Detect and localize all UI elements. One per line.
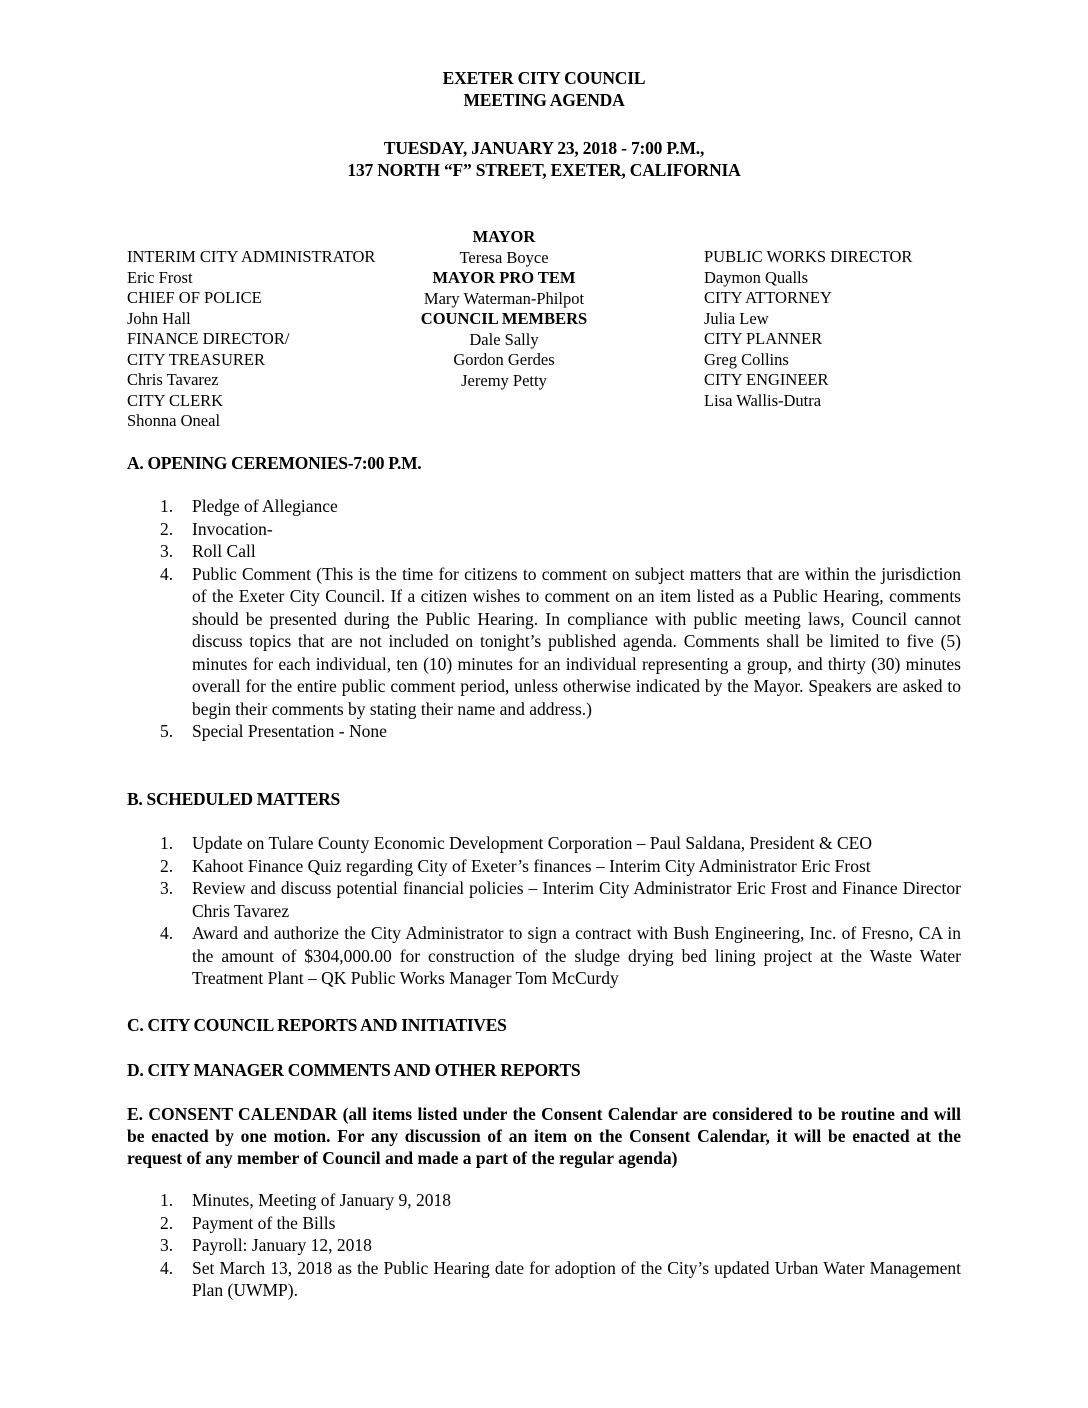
list-item (160, 855, 961, 878)
section-e-list (160, 1189, 961, 1302)
section-b-heading: B. SCHEDULED MATTERS (127, 789, 340, 809)
item-text: Update on Tulare County Economic Development Corporation – Paul Saldana, President & CEO (192, 833, 872, 853)
official-line: Shonna Oneal (127, 411, 221, 430)
official-line: Mary Waterman-Philpot (423, 288, 585, 308)
section-e-heading: E. CONSENT CALENDAR (all items listed under the Consent Calendar are considered to be routine and will be enacted by one motion. For any discussion of an item on the Consent Calendar, it will be enacted at the request of any member of Council and made a part of the regular agenda) (127, 1104, 961, 1168)
list-item (160, 1234, 961, 1257)
item-text: Review and discuss potential financial policies – Interim City Administrator Eric Frost and Finance Director Chris Tavarez (192, 878, 961, 921)
item-number: 3. (160, 878, 174, 898)
official-heading: MAYOR PRO TEM (432, 268, 576, 287)
officials-middle-column (404, 227, 604, 391)
official-line: John Hall (127, 308, 191, 328)
list-item (160, 922, 961, 990)
list-item (160, 495, 961, 518)
official-line: Teresa Boyce (459, 247, 549, 267)
council-title: EXETER CITY COUNCIL (442, 68, 646, 88)
meeting-date: TUESDAY, JANUARY 23, 2018 - 7:00 P.M., (383, 138, 705, 158)
official-line: PUBLIC WORKS DIRECTOR (704, 247, 913, 266)
official-heading: COUNCIL MEMBERS (420, 309, 588, 328)
list-item (160, 832, 961, 855)
list-item (160, 877, 961, 922)
item-number: 3. (160, 1235, 174, 1255)
item-number: 1. (160, 1190, 174, 1210)
item-text: Pledge of Allegiance (192, 496, 338, 516)
item-text: Minutes, Meeting of January 9, 2018 (192, 1190, 452, 1210)
list-item (160, 518, 961, 541)
official-line: Eric Frost (127, 267, 193, 287)
list-item (160, 563, 961, 721)
item-number: 5. (160, 721, 174, 741)
item-number: 1. (160, 496, 174, 516)
item-number: 2. (160, 518, 174, 539)
item-text: Public Comment (This is the time for citizens to comment on subject matters that are within the jurisdiction of the Exeter City Council. If a citizen wishes to comment on an item listed as a Public Hearing, comments should be presented during the Public Hearing. In compliance with public meeting laws, Council cannot discuss topics that are not included on tonight’s published agenda. Comments shall be limited to five (5) minutes for each individual, ten (10) minutes for an individual representing a group, and thirty (30) minutes overall for the entire public comment period, unless otherwise indicated by the Mayor. Speakers are asked to begin their comments by stating their name and address.) (192, 563, 961, 719)
list-item (160, 720, 961, 743)
section-c-heading: C. CITY COUNCIL REPORTS AND INITIATIVES (127, 1015, 507, 1035)
official-line: CITY CLERK (127, 390, 224, 410)
item-number: 4. (160, 923, 174, 943)
officials-right-column (704, 247, 912, 411)
official-line: CITY ENGINEER (704, 370, 829, 389)
section-a-heading: A. OPENING CEREMONIES-7:00 P.M. (127, 453, 422, 473)
item-text: Award and authorize the City Administrator to sign a contract with Bush Engineering, Inc. of Fresno, CA in the amount of $304,000.00 for construction of the sludge drying bed lining project at the Waste Water Treatment Plant – QK Public Works Manager Tom McCurdy (192, 923, 961, 988)
official-line: CITY PLANNER (704, 329, 823, 348)
official-line: CITY ATTORNEY (704, 288, 832, 307)
official-line: CHIEF OF POLICE (127, 288, 262, 307)
item-text: Invocation- (192, 518, 273, 539)
item-number: 4. (160, 563, 174, 584)
item-text: Payroll: January 12, 2018 (192, 1235, 372, 1255)
item-text: Roll Call (192, 541, 256, 561)
official-line: INTERIM CITY ADMINISTRATOR (127, 247, 376, 266)
item-text: Special Presentation - None (192, 721, 387, 741)
official-line: FINANCE DIRECTOR/ (127, 329, 290, 348)
section-a-list (160, 495, 961, 743)
official-line: Chris Tavarez (127, 370, 219, 389)
list-item (160, 1257, 961, 1302)
section-b-list (160, 832, 961, 990)
item-text: Kahoot Finance Quiz regarding City of Exeter’s finances – Interim City Administrator Eric Frost (192, 855, 871, 876)
official-line: Greg Collins (704, 349, 789, 369)
officials-left-column (127, 247, 375, 432)
item-number: 4. (160, 1257, 174, 1278)
official-line: Lisa Wallis-Dutra (704, 390, 822, 410)
agenda-title: MEETING AGENDA (463, 90, 625, 110)
item-number: 2. (160, 855, 174, 876)
item-number: 2. (160, 1212, 174, 1233)
item-text: Payment of the Bills (192, 1212, 336, 1233)
section-d-heading: D. CITY MANAGER COMMENTS AND OTHER REPORTS (127, 1060, 581, 1080)
official-line: Daymon Qualls (704, 267, 809, 287)
official-heading: MAYOR (472, 227, 536, 246)
list-item (160, 1189, 961, 1212)
official-line: Julia Lew (704, 308, 769, 328)
list-item (160, 540, 961, 563)
official-line: Dale Sally (469, 329, 539, 349)
list-item (160, 1212, 961, 1235)
meeting-address: 137 NORTH “F” STREET, EXETER, CALIFORNIA (347, 160, 741, 180)
item-number: 3. (160, 541, 174, 561)
item-text: Set March 13, 2018 as the Public Hearing date for adoption of the City’s updated Urban Water Management Plan (UWMP). (192, 1257, 961, 1300)
item-number: 1. (160, 833, 174, 853)
official-line: Gordon Gerdes (453, 350, 555, 369)
official-line: Jeremy Petty (461, 370, 547, 390)
official-line: CITY TREASURER (127, 349, 265, 369)
